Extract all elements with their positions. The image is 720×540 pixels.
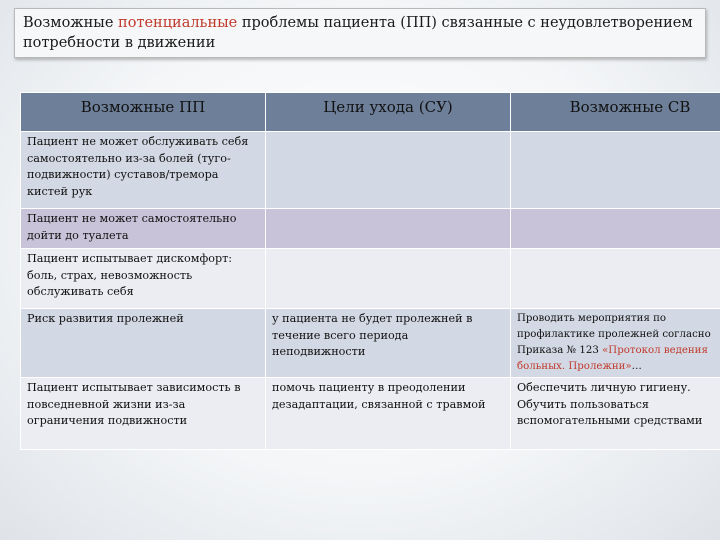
cell-goal <box>266 209 511 249</box>
cell-problem: Пациент испытывает зависимость в повседневной жизни из-за ограничения подвижности <box>21 378 266 450</box>
care-plan-table <box>20 92 720 450</box>
cell-goal: помочь пациенту в преодолении дезадаптации, связанной с травмой <box>266 378 511 450</box>
protocol-reference: «Протокол ведения больных. Пролежни» <box>517 345 708 372</box>
title-part-3: проблемы пациента (ПП) связанные с неудовлетворением потребности в движении <box>23 15 693 51</box>
table-row <box>21 249 720 309</box>
slide-title <box>14 8 706 58</box>
title-part-1: Возможные <box>23 15 119 31</box>
cell-goal <box>266 132 511 209</box>
cell-problem: Риск развития пролежней <box>21 309 266 378</box>
cell-problem: Пациент не может обслуживать себя самостоятельно из-за болей (туго-подвижности) суставов/тремора кистей рук <box>21 132 266 209</box>
table-row <box>21 309 720 378</box>
cell-goal <box>266 249 511 309</box>
table-header-row <box>21 93 720 132</box>
header-problems: Возможные ПП <box>21 93 266 132</box>
cell-problem: Пациент не может самостоятельно дойти до туалета <box>21 209 266 249</box>
table-row <box>21 209 720 249</box>
intervention-ellipsis: … <box>631 361 642 372</box>
cell-goal: у пациента не будет пролежней в течение всего периода неподвижности <box>266 309 511 378</box>
cell-intervention <box>511 209 720 249</box>
cell-intervention: Обеспечить личную гигиену. Обучить пользоваться вспомогательными средствами <box>511 378 720 450</box>
title-highlight: потенциальные <box>118 15 238 31</box>
header-goals: Цели ухода (СУ) <box>266 93 511 132</box>
cell-intervention <box>511 132 720 209</box>
cell-intervention <box>511 249 720 309</box>
table-row <box>21 132 720 209</box>
table-row <box>21 378 720 450</box>
intervention-text: Проводить мероприятия по профилактике пролежней согласно Приказа № 123 <box>517 313 711 356</box>
cell-problem: Пациент испытывает дискомфорт: боль, страх, невозможность обслуживать себя <box>21 249 266 309</box>
header-interventions: Возможные СВ <box>511 93 720 132</box>
cell-intervention <box>511 309 720 378</box>
